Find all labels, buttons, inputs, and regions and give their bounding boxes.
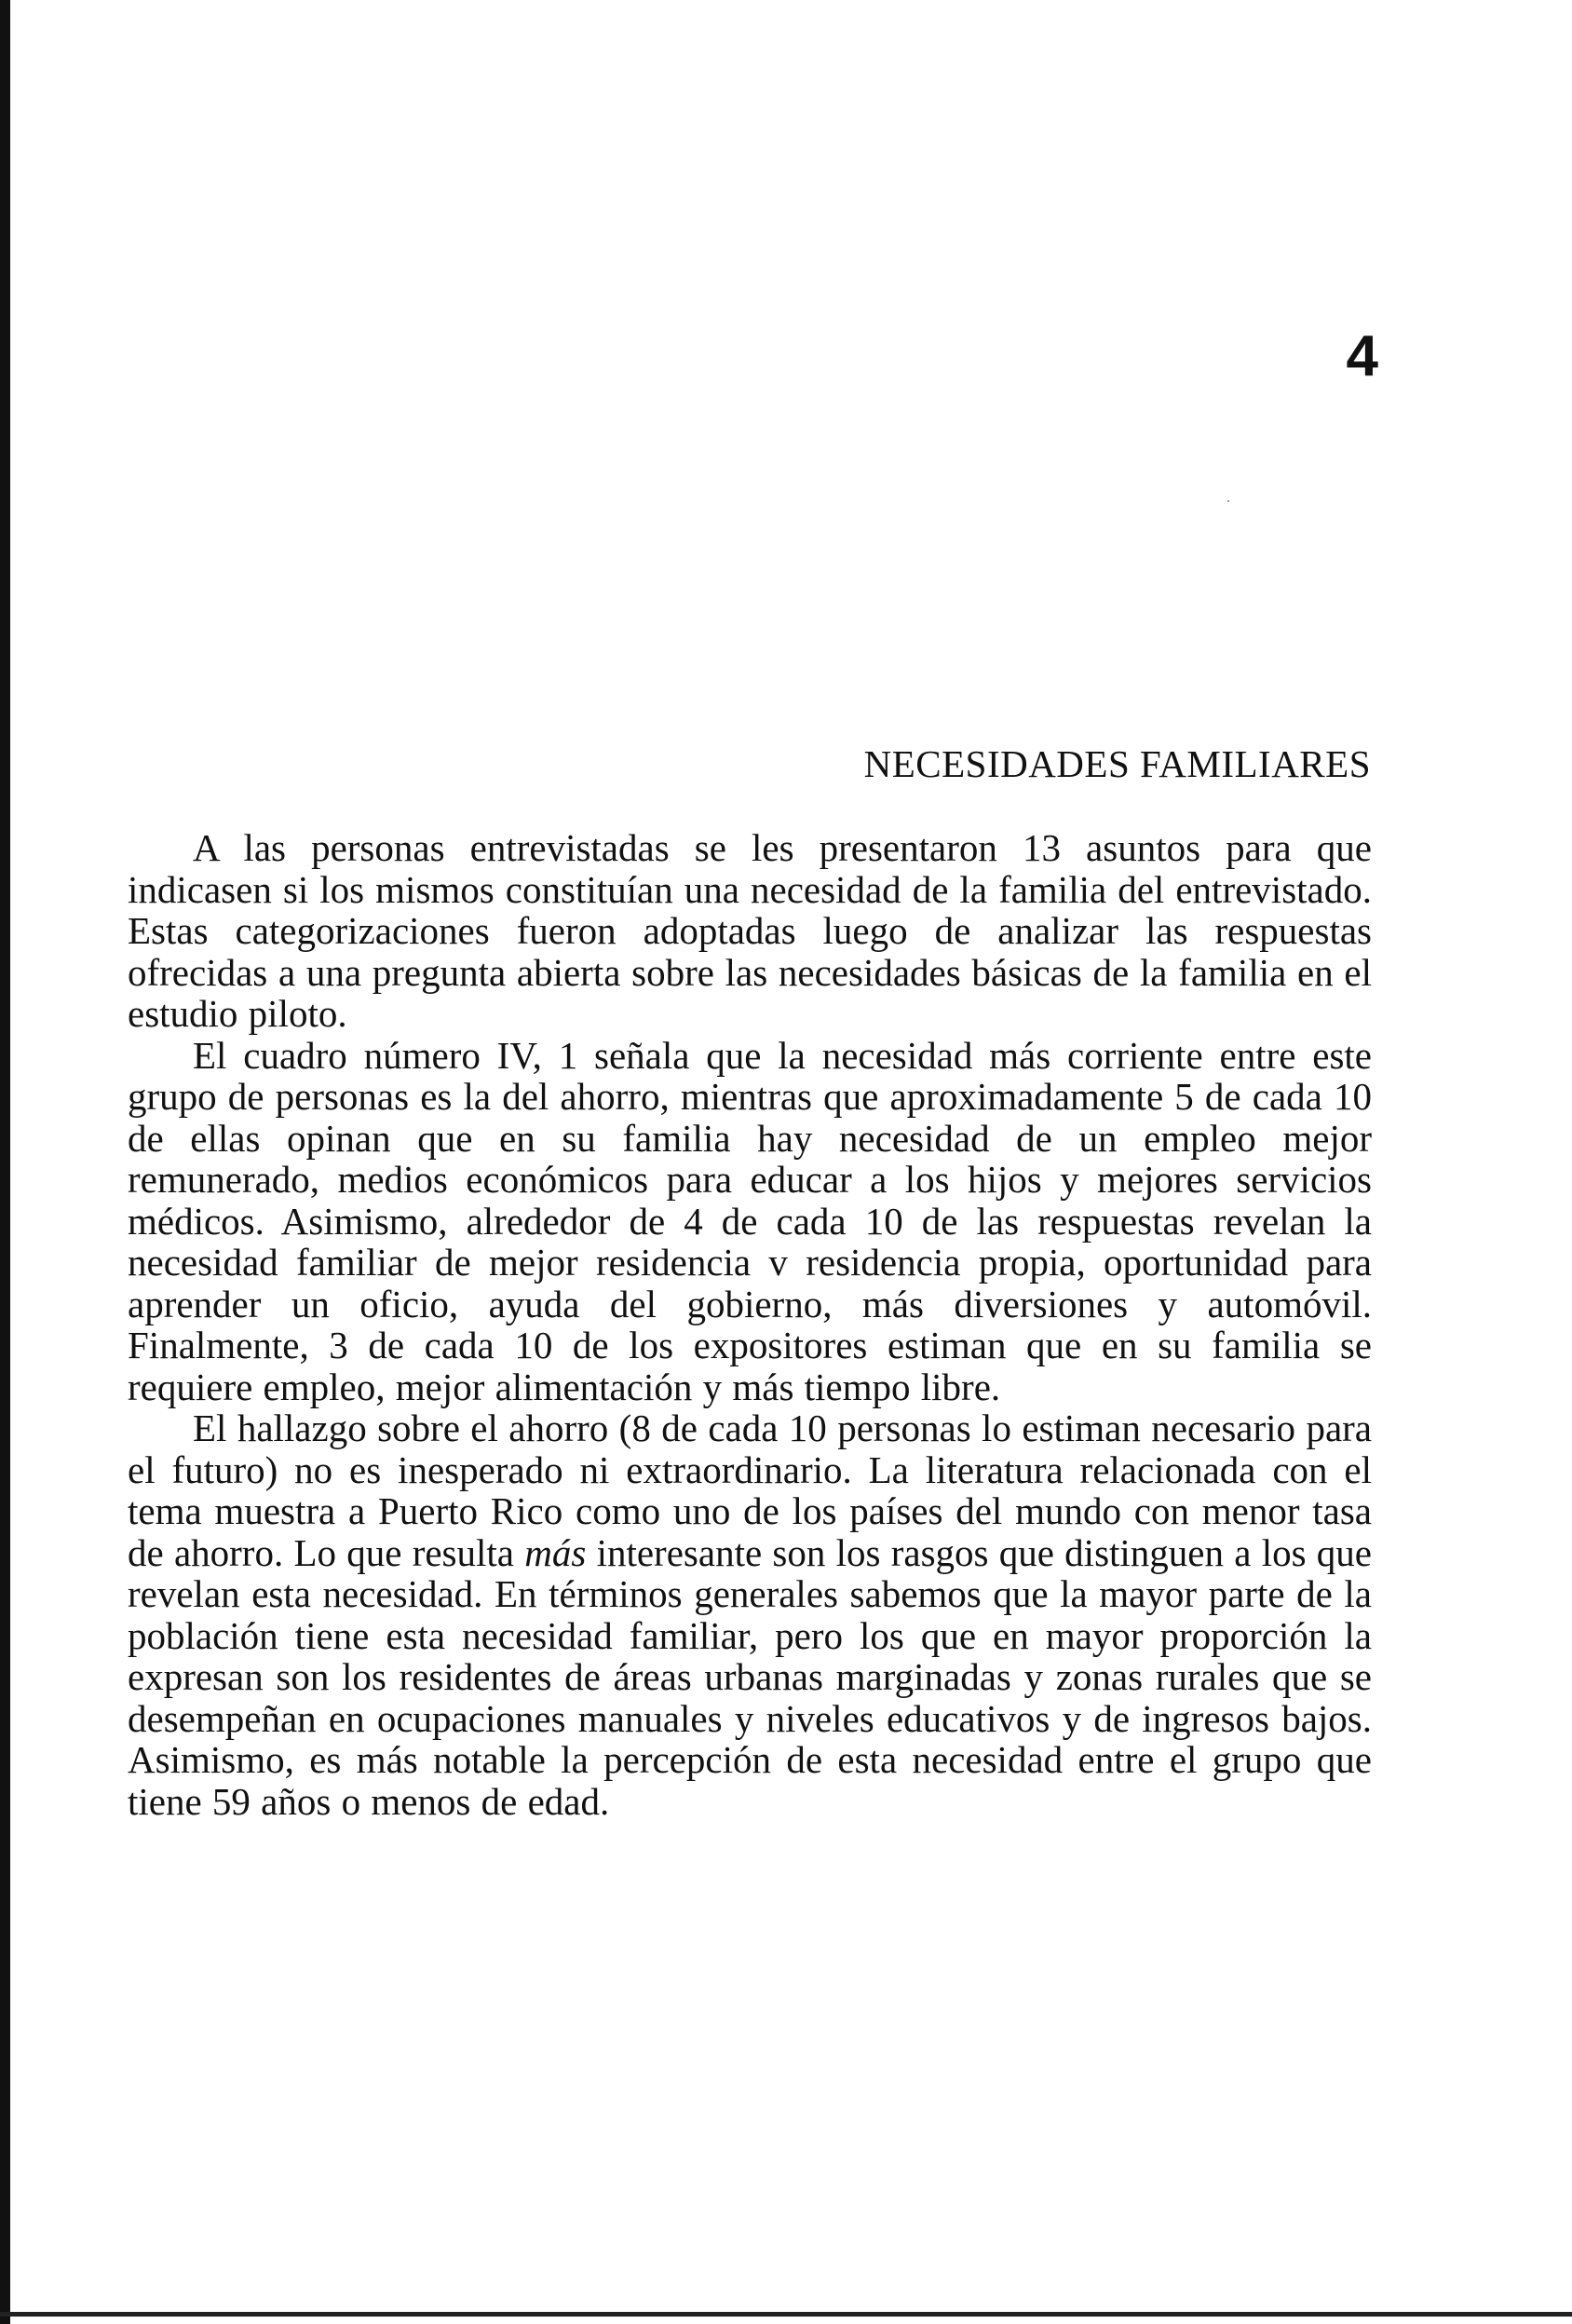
chapter-title: NECESIDADES FAMILIARES — [863, 742, 1371, 785]
paragraph-3 — [128, 1407, 1372, 1822]
paragraph-3-text-start: El hallazgo sobre el ahorro (8 de cada 10 personas lo estiman necesario para el futuro) no es inesperado ni extraordinario. La literatura relacionada con el tema muestra a Puerto Rico como uno de los países del mundo con menor tasa de ahorro. Lo que resulta — [128, 1407, 1372, 1574]
paragraph-2: El cuadro número IV, 1 señala que la necesidad más corriente entre este grupo de personas es la del ahorro, mientras que aproximadamente 5 de cada 10 de ellas opinan que en su familia hay necesidad de un empleo mejor remunerado, medios económicos para educar a los hijos y mejores servicios médicos. Asimismo, alrededor de 4 de cada 10 de las respuestas revelan la necesidad familiar de mejor residencia v residencia propia, oportunidad para aprender un oficio, ayuda del gobierno, más diversiones y automóvil. Finalmente, 3 de cada 10 de los expositores estiman que en su familia se requiere empleo, mejor alimentación y más tiempo libre. — [128, 1033, 1372, 1408]
scan-left-edge — [0, 0, 10, 2324]
scan-bottom-edge — [0, 2312, 1572, 2317]
paragraph-3-emphasis: más — [524, 1530, 587, 1574]
paragraph-1: A las personas entrevistadas se les presentaron 13 asuntos para que indicasen si los mismos constituían una necesidad de la familia del entrevistado. Estas categorizaciones fueron adoptadas luego de analizar las respuestas ofrecidas a una pregunta abierta sobre las necesidades básicas de la familia en el estudio piloto. — [128, 826, 1372, 1035]
paragraph-3-text-end: interesante son los rasgos que distinguen a los que revelan esta necesidad. En términos generales sabemos que la mayor parte de la población tiene esta necesidad familiar, pero los que en mayor proporción la expresan son los residentes de áreas urbanas marginadas y zonas rurales que se desempeñan en ocupaciones manuales y niveles educativos y de ingresos bajos. Asimismo, es más notable la percepción de esta necesidad entre el grupo que tiene 59 años o menos de edad. — [128, 1530, 1373, 1823]
scan-speck — [1227, 500, 1229, 502]
chapter-number: 4 — [1346, 324, 1378, 388]
body-text — [128, 827, 1372, 1822]
